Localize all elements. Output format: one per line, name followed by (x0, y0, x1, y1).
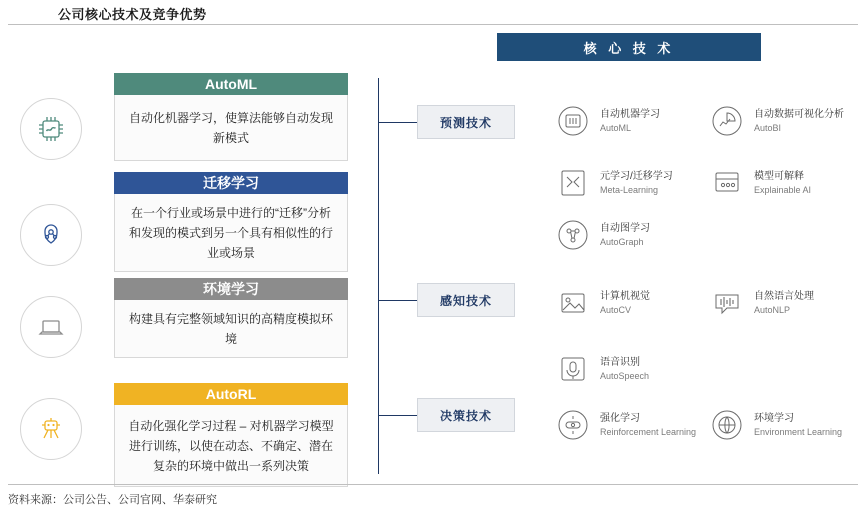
card-automl-title: AutoML (114, 73, 348, 95)
tech-item-reinforcement-learning (552, 404, 696, 446)
tech-label-autospeech (600, 356, 649, 383)
tech-item-meta-learning (552, 162, 673, 204)
card-autorl (114, 383, 348, 487)
tech-item-explainable-ai (706, 162, 811, 204)
tech-cn-automl: 自动机器学习 (600, 108, 660, 120)
graph-icon (552, 214, 594, 256)
tech-en-meta-learning: Meta-Learning (600, 184, 659, 195)
explainable-icon (706, 162, 748, 204)
tech-en-explainable-ai: Explainable AI (754, 184, 812, 195)
tech-cn-autobi: 自动数据可视化分析 (754, 108, 844, 120)
tech-en-autobi: AutoBI (754, 122, 782, 133)
tech-label-explainable-ai (754, 170, 811, 197)
microphone-icon (552, 348, 594, 390)
card-environment-learning (114, 278, 348, 358)
tech-item-automl (552, 100, 660, 142)
tech-en-autograph: AutoGraph (600, 236, 644, 247)
robot-icon-badge (20, 398, 82, 460)
tech-item-autograph (552, 214, 650, 256)
tech-cn-autospeech: 语音识别 (600, 356, 640, 368)
card-transfer-learning (114, 172, 348, 272)
tech-label-automl (600, 108, 660, 135)
tech-en-autospeech: AutoSpeech (600, 370, 650, 381)
tech-item-autocv (552, 282, 650, 324)
connector-decision (378, 415, 417, 416)
page-title: 公司核心技术及竞争优势 (58, 7, 207, 22)
card-transfer-learning-title: 迁移学习 (114, 172, 348, 194)
tech-en-autocv: AutoCV (600, 304, 632, 315)
tech-item-environment-learning (706, 404, 842, 446)
tech-en-reinforcement-learning: Reinforcement Learning (600, 426, 697, 437)
tech-label-meta-learning (600, 170, 673, 197)
tech-cn-autonlp: 自然语言处理 (754, 290, 814, 302)
meta-learning-icon (552, 162, 594, 204)
tech-label-autonlp (754, 290, 814, 317)
tech-cn-autograph: 自动图学习 (600, 222, 650, 234)
tech-en-environment-learning: Environment Learning (754, 426, 843, 437)
core-technology-banner: 核 心 技 术 (497, 33, 761, 61)
tech-label-autograph (600, 222, 650, 249)
card-autorl-body: 自动化强化学习过程 – 对机器学习模型进行训练，以使在动态、不确定、潜在复杂的环境中做出一系列决策 (114, 405, 348, 487)
laptop-icon (34, 310, 68, 344)
header-divider (8, 24, 858, 25)
globe-icon (706, 404, 748, 446)
connector-prediction (378, 122, 417, 123)
reinforcement-icon (552, 404, 594, 446)
tech-label-environment-learning (754, 412, 842, 439)
card-automl-body: 自动化机器学习，使算法能够自动发现新模式 (114, 95, 348, 161)
speech-wave-icon (706, 282, 748, 324)
card-environment-learning-body: 构建具有完整领域知识的高精度模拟环境 (114, 300, 348, 358)
tech-en-autonlp: AutoNLP (754, 304, 791, 315)
tech-item-autonlp (706, 282, 814, 324)
brain-network-icon (34, 218, 68, 252)
tech-label-autobi (754, 108, 844, 135)
category-chip-decision: 决策技术 (417, 398, 515, 432)
card-automl (114, 73, 348, 161)
tech-label-autocv (600, 290, 650, 317)
tech-item-autobi (706, 100, 844, 142)
card-environment-learning-title: 环境学习 (114, 278, 348, 300)
source-note: 资料来源：公司公告、公司官网、华泰研究 (8, 494, 217, 506)
tech-cn-environment-learning: 环境学习 (754, 412, 794, 424)
card-transfer-learning-body: 在一个行业或场景中进行的“迁移”分析和发现的模式到另一个具有相似性的行业或场景 (114, 194, 348, 272)
chip-icon (34, 112, 68, 146)
robot-icon (33, 411, 69, 447)
tech-en-automl: AutoML (600, 122, 632, 133)
automl-circle-icon (552, 100, 594, 142)
category-chip-perception: 感知技术 (417, 283, 515, 317)
laptop-icon-badge (20, 296, 82, 358)
tech-cn-meta-learning: 元学习/迁移学习 (600, 170, 673, 182)
tech-cn-explainable-ai: 模型可解释 (754, 170, 804, 182)
tech-cn-autocv: 计算机视觉 (600, 290, 650, 302)
tech-cn-reinforcement-learning: 强化学习 (600, 412, 640, 424)
connector-perception (378, 300, 417, 301)
card-autorl-title: AutoRL (114, 383, 348, 405)
footer-divider (8, 484, 858, 485)
brain-network-icon-badge (20, 204, 82, 266)
tech-label-reinforcement-learning (600, 412, 696, 439)
tech-item-autospeech (552, 348, 649, 390)
chart-pie-icon (706, 100, 748, 142)
chip-icon-badge (20, 98, 82, 160)
category-chip-prediction: 预测技术 (417, 105, 515, 139)
image-icon (552, 282, 594, 324)
